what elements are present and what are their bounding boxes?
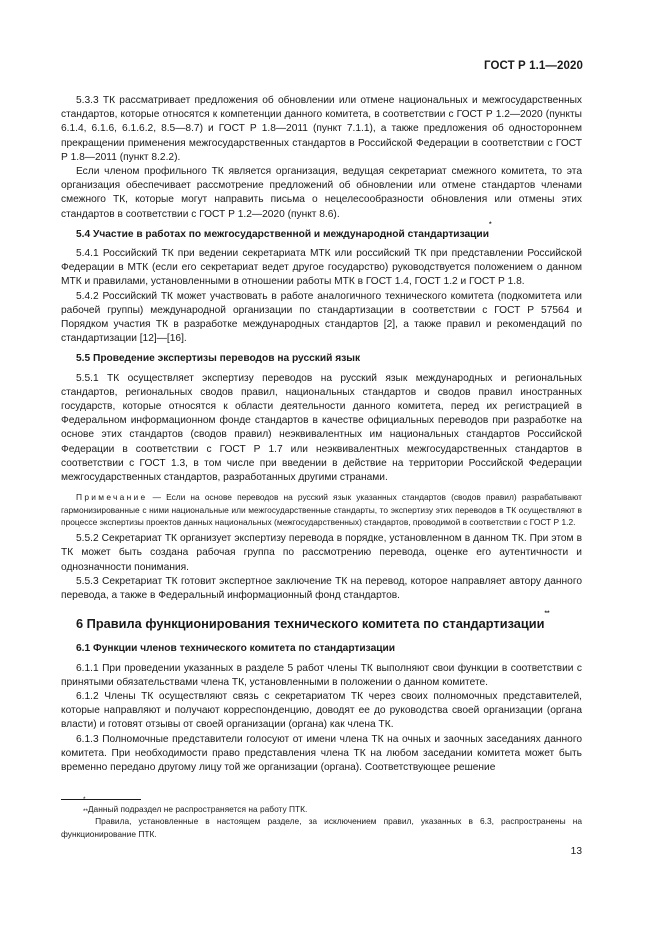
note-text: — Если на основе переводов на русский язык указанных стандартов (сводов правил) разрабатывают гармонизированные с ними национальные или межгосударственные стандарты, то экспертизу этих переводов в ТК осуществляют в процессе экспертизы проектов данных национальных (межгосударственных) стандартов, проводимой в соответствии с ГОСТ Р 1.2.	[61, 492, 582, 527]
subsection-heading: 5.4 Участие в работах по межгосударственной и международной стандартизации*	[76, 220, 492, 240]
paragraph: 5.4.1 Российский ТК при ведении секретариата МТК или российский ТК при представлении Российской Федерации в МТК (если его секретариат ведет другое государство) руководствуется положением о данном МТК и правилами, установленными в отношении работы МТК в ГОСТ 1.4, ГОСТ 1.2 и ГОСТ Р 1.8.	[61, 248, 582, 288]
paragraph: 5.3.3 ТК рассматривает предложения об обновлении или отмене национальных и межгосударственных стандартов, которые относятся к компетенции данного комитета, в соответствии с ГОСТ Р 1.2—2020 (пункты 6.1.4, 6.1.6, 6.1.6.2, 8.5—8.7) и ГОСТ Р 1.8—2011 (пункт 7.1.1), а также предложения об одностороннем прекращении применения межгосударственных стандартов в Российской Федерации в соответствии с ГОСТ Р 1.8—2011 (пункт 8.2.2).	[61, 95, 582, 163]
paragraph: 5.5.1 ТК осуществляет экспертизу переводов на русский язык международных и региональных стандартов, региональных сводов правил, национальных стандартов и сводов правил иностранных государств, которые относятся к области деятельности данного комитета, перед их регистрацией в Федеральном информационном фонде стандартов в качестве официальных переводов при разработке на основе этих стандартов (сводов правил) неэквивалентных им национальных стандартов Российской Федерации в соответствии с ГОСТ Р 1.7 или неэквивалентных межгосударственных стандартов в соответствии с ГОСТ 1.3, в том числе при введении в действие на территории Российской Федерации межгосударственных стандартов, разработанных другими странами.	[61, 372, 582, 484]
paragraph: 6.1.2 Члены ТК осуществляют связь с секретариатом ТК через своих полномочных представителей, которые направляют и получают корреспонденцию, доводят ее до руководства своей организации (органа власти) и готовят отзывы от своей организации (органа) как члена ТК.	[61, 691, 582, 731]
subsection-heading: 5.5 Проведение экспертизы переводов на русский язык	[76, 353, 361, 365]
footnote: ** Правила, установленные в настоящем разделе, за исключением правил, указанных в 6.3, распространены на функционирование ПТК.	[61, 808, 582, 839]
document-header: ГОСТ Р 1.1—2020	[484, 60, 583, 72]
note	[61, 491, 582, 528]
paragraph: 5.4.2 Российский ТК может участвовать в работе аналогичного технического комитета (подкомитета или рабочей группы) международной организации по стандартизации в соответствии с ГОСТ Р 57564 и Порядком участия ТК в разработке международных стандартов [2], а также правил и рекомендаций по стандартизации [12]—[16].	[61, 290, 582, 345]
note-label: Примечание	[76, 492, 148, 503]
document-body	[61, 94, 582, 775]
page-number: 13	[570, 846, 582, 857]
footnote-divider	[61, 799, 141, 800]
section-heading: 6 Правила функционирования технического комитета по стандартизации**	[76, 610, 550, 632]
paragraph: 5.5.2 Секретариат ТК организует экспертизу перевода в порядке, установленном в данном ТК. При этом в ТК может быть создана рабочая группа по рассмотрению перевода, оценке его аутентичности и однозначности понимания.	[61, 533, 582, 573]
paragraph: 6.1.3 Полномочные представители голосуют от имени члена ТК на очных и заочных заседаниях данного комитета. При необходимости право представления члена ТК на любом заседании комитета может быть временно передано другому лицу той же организации (органа). Соответствующее решение	[61, 733, 582, 774]
paragraph: Если членом профильного ТК является организация, ведущая секретариат смежного комитета, то эта организация обеспечивает рассмотрение предложений об обновлении или отмене стандартов членами смежного ТК, которые могут направить письма о нецелесообразности обновления или отмены этих стандартов в соответствии с ГОСТ Р 1.2—2020 (пункт 8.6).	[61, 166, 582, 220]
footnote-ref: **	[544, 610, 550, 618]
paragraph: 6.1.1 При проведении указанных в разделе 5 работ члены ТК выполняют свои функции в соответствии с принятыми обязательствами члена ТК, установленными в положении о данном комитете.	[61, 662, 582, 688]
footnote: * Данный подраздел не распространяется на работу ПТК.	[83, 796, 308, 814]
paragraph: 5.5.3 Секретариат ТК готовит экспертное заключение ТК на перевод, которое направляет автору данного перевода, а также в Федеральный информационный фонд стандартов.	[61, 575, 582, 601]
footnotes	[61, 796, 582, 840]
footnote-ref: *	[488, 220, 492, 228]
subsection-heading: 6.1 Функции членов технического комитета по стандартизации	[76, 643, 396, 655]
